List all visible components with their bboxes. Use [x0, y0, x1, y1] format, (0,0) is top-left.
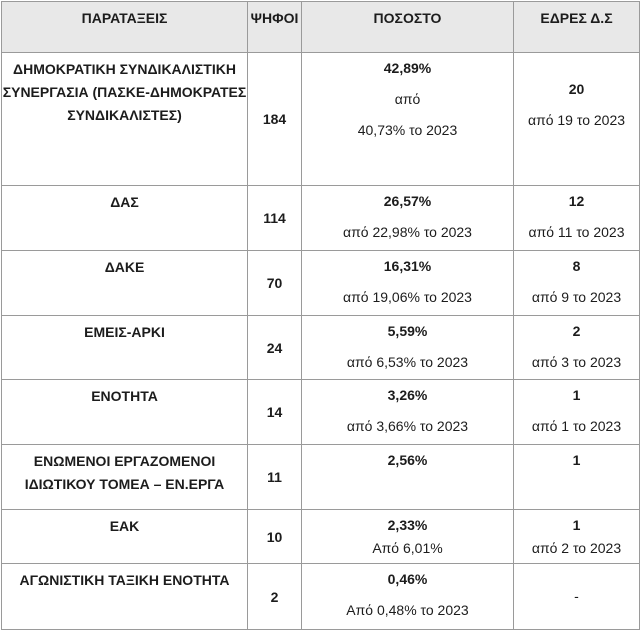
- table-row: [2, 251, 640, 316]
- party-name: ΔΑΚΕ: [2, 251, 248, 316]
- votes-cell: 10: [248, 510, 302, 564]
- party-name: ΔΗΜΟΚΡΑΤΙΚΗ ΣΥΝΔΙΚΑΛΙΣΤΙΚΗ ΣΥΝΕΡΓΑΣΙΑ (ΠΑΣΚΕ-ΔΗΜΟΚΡΑΤΕΣ ΣΥΝΔΙΚΑΛΙΣΤΕΣ): [2, 53, 248, 186]
- percent-previous: Από 6,01%: [372, 540, 443, 556]
- percent-previous: 40,73% το 2023: [357, 122, 458, 138]
- election-results-table: [1, 1, 640, 630]
- votes-cell: 2: [248, 564, 302, 630]
- percent-cell: [302, 316, 514, 380]
- table-body: [2, 53, 640, 630]
- percent-current: 0,46%: [387, 571, 428, 587]
- seats-current: 1: [572, 517, 581, 533]
- percent-current: 5,59%: [387, 323, 428, 339]
- seats-previous: από 11 το 2023: [528, 224, 625, 240]
- seats-current: 12: [568, 193, 585, 209]
- seats-cell: [514, 445, 640, 510]
- table-row: [2, 53, 640, 186]
- header-row: [2, 2, 640, 53]
- seats-cell: [514, 564, 640, 630]
- percent-current: 42,89%: [383, 60, 432, 76]
- header-percent: ΠΟΣΟΣΤΟ: [302, 2, 514, 53]
- percent-previous: από 19,06% το 2023: [343, 289, 472, 305]
- table-row: [2, 186, 640, 251]
- percent-current: 2,56%: [387, 452, 428, 468]
- table-row: [2, 316, 640, 380]
- seats-current: 20: [568, 81, 585, 97]
- header-party: ΠΑΡΑΤΑΞΕΙΣ: [2, 2, 248, 53]
- table-row: [2, 564, 640, 630]
- header-seats: ΕΔΡΕΣ Δ.Σ: [514, 2, 640, 53]
- percent-current: 3,26%: [387, 387, 428, 403]
- table-row: [2, 380, 640, 445]
- percent-previous: Από 0,48% το 2023: [346, 602, 469, 618]
- percent-current: 26,57%: [383, 193, 432, 209]
- party-name: ΕΝΩΜΕΝΟΙ ΕΡΓΑΖΟΜΕΝΟΙ ΙΔΙΩΤΙΚΟΥ ΤΟΜΕΑ – ΕΝ.ΕΡΓΑ: [2, 445, 248, 510]
- percent-cell: [302, 186, 514, 251]
- seats-previous: από 2 το 2023: [531, 540, 622, 556]
- percent-cell: [302, 445, 514, 510]
- votes-cell: 24: [248, 316, 302, 380]
- table-row: [2, 445, 640, 510]
- seats-cell: [514, 53, 640, 186]
- percent-previous: από 6,53% το 2023: [346, 354, 469, 370]
- seats-current: 1: [572, 452, 581, 468]
- percent-previous: από 22,98% το 2023: [343, 224, 472, 240]
- percent-from: από: [394, 91, 421, 107]
- percent-cell: [302, 53, 514, 186]
- percent-cell: [302, 564, 514, 630]
- percent-current: 2,33%: [387, 517, 428, 533]
- votes-cell: 114: [248, 186, 302, 251]
- seats-previous: από 9 το 2023: [531, 289, 622, 305]
- seats-cell: [514, 186, 640, 251]
- seats-current: 8: [572, 258, 581, 274]
- party-name: ΕΑΚ: [2, 510, 248, 564]
- votes-cell: 184: [248, 53, 302, 186]
- seats-cell: [514, 380, 640, 445]
- votes-cell: 70: [248, 251, 302, 316]
- seats-previous: από 3 το 2023: [531, 354, 622, 370]
- seats-previous: από 19 το 2023: [527, 112, 626, 128]
- seats-current: -: [574, 588, 579, 604]
- party-name: ΑΓΩΝΙΣΤΙΚΗ ΤΑΞΙΚΗ ΕΝΟΤΗΤΑ: [2, 564, 248, 630]
- party-name: ΔΑΣ: [2, 186, 248, 251]
- votes-cell: 11: [248, 445, 302, 510]
- table-row: [2, 510, 640, 564]
- percent-previous: από 3,66% το 2023: [346, 418, 469, 434]
- seats-cell: [514, 510, 640, 564]
- votes-cell: 14: [248, 380, 302, 445]
- table-header: [2, 2, 640, 53]
- percent-cell: [302, 380, 514, 445]
- party-name: ΕΜΕΙΣ-ΑΡΚΙ: [2, 316, 248, 380]
- header-votes: ΨΗΦΟΙ: [248, 2, 302, 53]
- party-name: ΕΝΟΤΗΤΑ: [2, 380, 248, 445]
- seats-previous: από 1 το 2023: [531, 418, 622, 434]
- percent-current: 16,31%: [383, 258, 432, 274]
- seats-cell: [514, 316, 640, 380]
- percent-cell: [302, 510, 514, 564]
- seats-cell: [514, 251, 640, 316]
- percent-cell: [302, 251, 514, 316]
- seats-current: 2: [572, 323, 581, 339]
- seats-current: 1: [572, 387, 581, 403]
